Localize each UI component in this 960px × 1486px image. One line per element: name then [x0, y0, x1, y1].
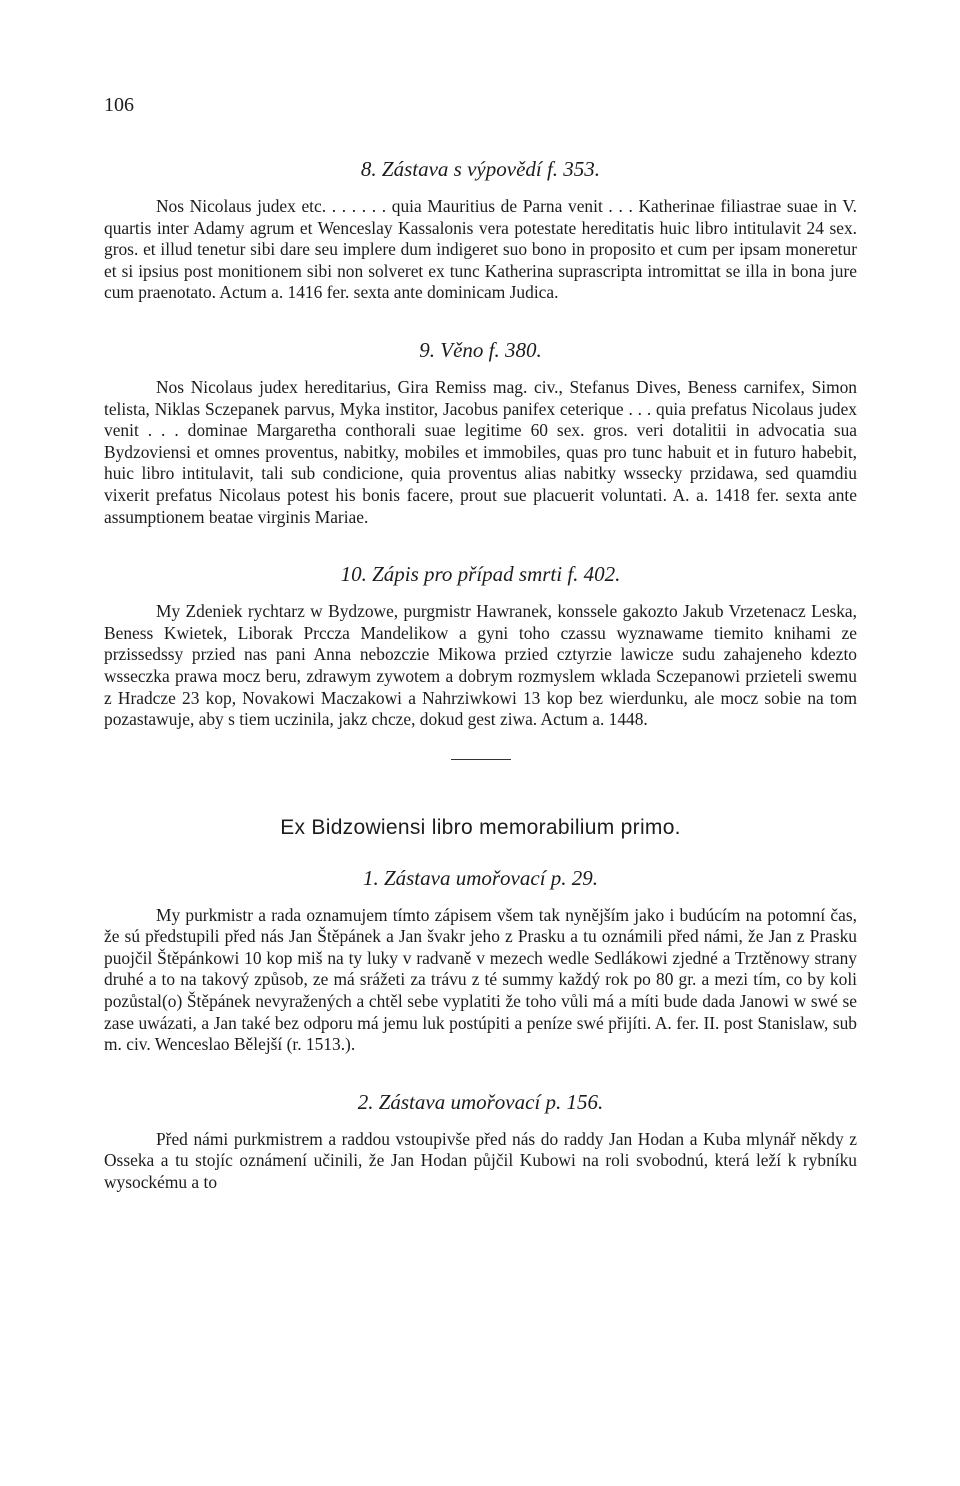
entry-text: Před námi purkmistrem a raddou vstoupivše před nás do raddy Jan Hodan a Kuba mlynář někdy z Osseka a tu stojíc oznámení učinili, že Jan Hodan půjčil Kubowi na roli svobodnú, která leží k rybníku wysockému a to: [104, 1128, 857, 1193]
entry-2: [104, 1090, 857, 1194]
section-heading: Ex Bidzowiensi libro memorabilium primo.: [280, 815, 681, 839]
entry-text: My purkmistr a rada oznamujem tímto zápisem všem tak nynějším jako i budúcím na potomní čas, že sú předstupili před nás Jan Štěpánek a Jan švakr jeho z Prasku a tu oznámili před námi, že Jan z Prasku puojčil Štěpánkowi 10 kop miš na ty luky v radvaně v mezech wedle Sedlákowi zjedné a Trztěnowy strany druhé a to na takový způsob, ze má srážeti za trávu z té summy každý rok po 80 gr. a mezi tím, co by koli pozůstal(o) Štěpánek nevyražených a chtěl sebe vyplatiti že toho vůli má a míti bude dada Janowi w swé se zase uwázati, a Jan také bez odporu má jemu luk postúpiti a peníze swé přijíti. A. fer. II. post Stanislaw, sub m. civ. Wenceslao Bělejší (r. 1513.).: [104, 904, 857, 1055]
entry-9: [104, 338, 857, 528]
entry-title: 8. Zástava s výpovědí f. 353.: [360, 157, 601, 181]
entry-title: 10. Zápis pro případ smrti f. 402.: [340, 562, 621, 587]
section-divider: [451, 759, 511, 760]
entry-text: Nos Nicolaus judex hereditarius, Gira Remiss mag. civ., Stefanus Dives, Beness carnifex, Simon telista, Niklas Sczepanek parvus, Myka institor, Jacobus panifex ceterique . . . quia prefatus Nicolaus judex venit . . . dominae Margaretha conthorali suae legitime 60 sex. gros. veri dotalitii in advocatia sua Bydzoviensi et omnes proventus, nabitky, mobiles et immobiles, quas pro tunc habuit et in futuro habebit, huic libro intitulavit, tali sub condicione, quia proventus alias nabitky wssecky przidawa, sed quamdiu vixerit prefatus Nicolaus potest his bonis facere, prout sue placuerit voluntati. A. a. 1418 fer. sexta ante assumptionem beatae virginis Mariae.: [104, 376, 857, 527]
entry-1: [104, 866, 857, 1056]
entry-10: [104, 562, 857, 731]
entry-title: 2. Zástava umořovací p. 156.: [357, 1089, 604, 1114]
page-number: 106: [104, 94, 134, 116]
entry-text: Nos Nicolaus judex etc. . . . . . . quia Mauritius de Parna venit . . . Katherinae filiastrae suae in V. quartis inter Adamy agrum et Wenceslay Kassalonis vera potestate hereditatis huic libro intitulavit 24 sex. gros. et illud tenetur sibi dare seu implere dum indigeret suo bono in proposito et cum per ipsam moneretur et si ipsius post monitionem sibi non solveret ex tunc Katherina suprascripta intromittat se illa in bona jure cum praenotato. Actum a. 1416 fer. sexta ante dominicam Judica.: [104, 196, 857, 303]
entry-title: 1. Zástava umořovací p. 29.: [362, 865, 599, 890]
document-page: [104, 94, 857, 1194]
entry-text: My Zdeniek rychtarz w Bydzowe, purgmistr Hawranek, konssele gakozto Jakub Vrzetenacz Leska, Beness Kwietek, Liborak Prccza Mandelikow a gyni toho czassu wyznawame tiemito knihami ze przissedssy przied nas pani Anna nebozczie Mikowa przied cztyrzie lawicze sudu zahajeneho kdezto wsseczka prawa mocz beru, zdrawym zywotem a dobrym rozmyslem wklada Sczepanowi przieteli swemu z Hradcze 23 kop, Novakowi Maczakowi a Nahrziwkowi 13 kop bez wierdunku, ale mocz sobie na tom pozastawuje, aby s tiem uczinila, jakz chcze, dokud gest ziwa. Actum a. 1448.: [104, 601, 857, 730]
entry-title: 9. Věno f. 380.: [419, 337, 542, 362]
entry-8: [104, 157, 857, 304]
